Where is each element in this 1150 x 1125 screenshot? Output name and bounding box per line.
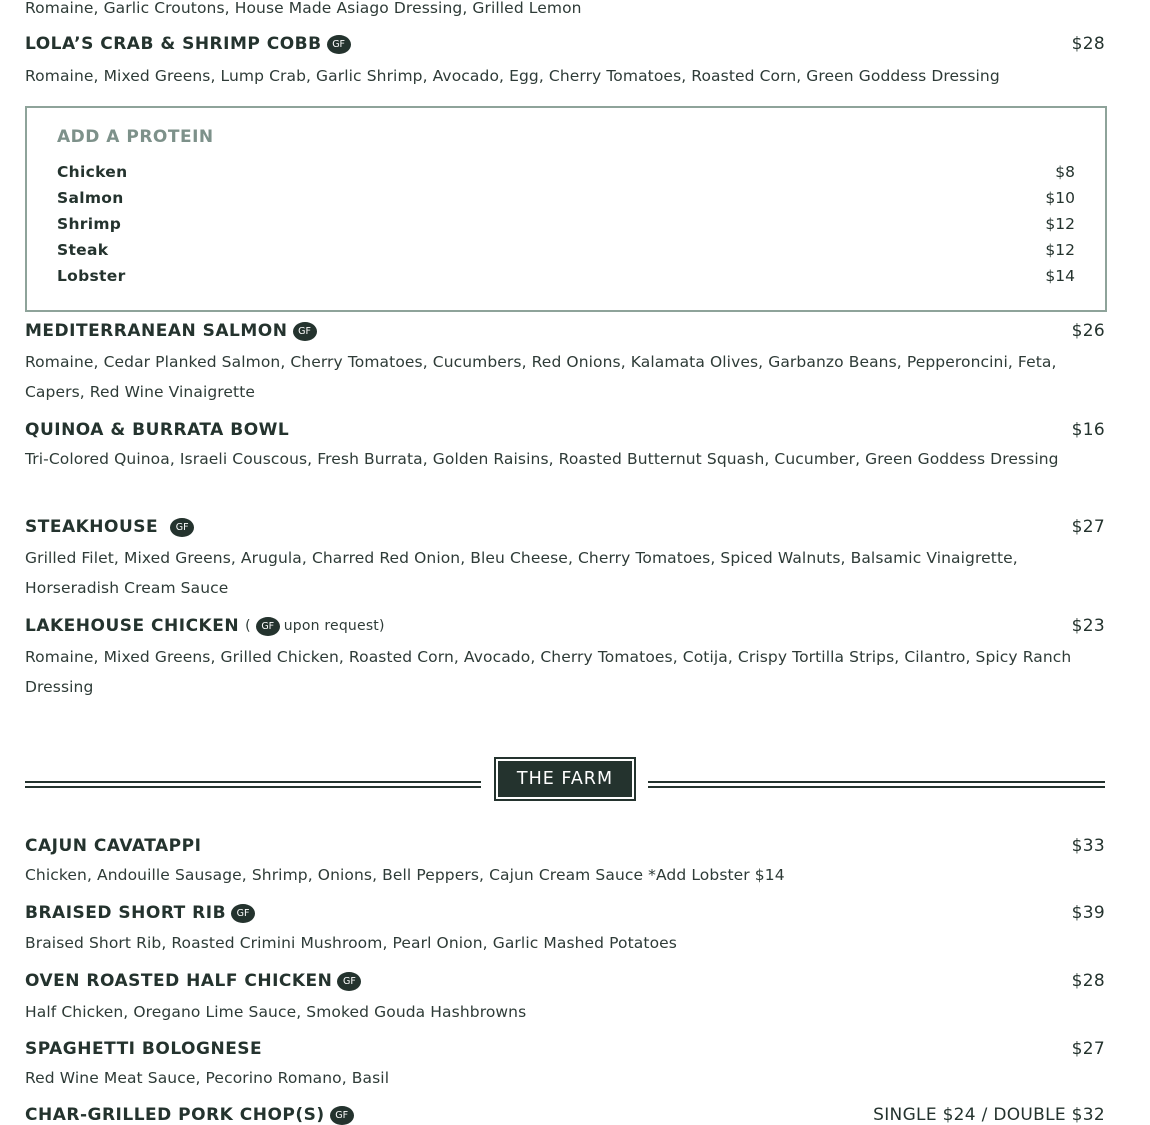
protein-price: $14 (1045, 267, 1075, 285)
item-price: $39 (1071, 903, 1105, 923)
protein-name: Chicken (57, 163, 128, 181)
item-name: OVEN ROASTED HALF CHICKEN (25, 971, 333, 991)
item-price: $23 (1071, 616, 1105, 636)
item-description: Romaine, Mixed Greens, Lump Crab, Garlic Shrimp, Avocado, Egg, Cherry Tomatoes, Roasted Corn, Green Goddess Dressing (25, 67, 1000, 85)
item-price: $26 (1071, 321, 1105, 341)
menu-item-header (25, 1039, 1105, 1059)
menu-item-header (25, 616, 1105, 636)
item-price: $28 (1071, 34, 1105, 54)
add-protein-title: ADD A PROTEIN (57, 127, 214, 147)
gf-note: ( GF upon request) (245, 618, 385, 634)
protein-row (57, 163, 1075, 181)
item-name: LOLA’S CRAB & SHRIMP COBB (25, 34, 322, 54)
divider-line-right (648, 781, 1105, 788)
protein-price: $12 (1045, 241, 1075, 259)
protein-name: Shrimp (57, 215, 122, 233)
item-price: $27 (1071, 517, 1105, 537)
protein-price: $8 (1055, 163, 1075, 181)
protein-row (57, 215, 1075, 233)
menu-item-header (25, 420, 1105, 440)
section-title: THE FARM (498, 761, 632, 797)
section-heading (494, 757, 636, 801)
item-description: Half Chicken, Oregano Lime Sauce, Smoked Gouda Hashbrowns (25, 1003, 527, 1021)
protein-name: Lobster (57, 267, 126, 285)
gluten-free-icon: GF (231, 904, 255, 923)
gluten-free-icon: GF (293, 322, 317, 341)
item-name: CAJUN CAVATAPPI (25, 836, 202, 856)
item-name: QUINOA & BURRATA BOWL (25, 420, 290, 440)
menu-item-header (25, 903, 1105, 923)
gluten-free-icon: GF (337, 972, 361, 991)
item-price: $28 (1071, 971, 1105, 991)
menu-item-header (25, 1105, 1105, 1125)
item-price: $27 (1071, 1039, 1105, 1059)
gluten-free-icon: GF (330, 1106, 354, 1125)
item-name: MEDITERRANEAN SALMON (25, 321, 288, 341)
menu-item-header (25, 321, 1105, 341)
protein-price: $12 (1045, 215, 1075, 233)
item-description: Braised Short Rib, Roasted Crimini Mushroom, Pearl Onion, Garlic Mashed Potatoes (25, 934, 677, 952)
divider-line-left (25, 781, 481, 788)
item-description: Romaine, Garlic Croutons, House Made Asiago Dressing, Grilled Lemon (25, 0, 582, 17)
item-description: Chicken, Andouille Sausage, Shrimp, Onions, Bell Peppers, Cajun Cream Sauce *Add Lobster $14 (25, 866, 785, 884)
item-name: LAKEHOUSE CHICKEN (25, 616, 240, 636)
protein-name: Steak (57, 241, 109, 259)
item-description: Romaine, Mixed Greens, Grilled Chicken, Roasted Corn, Avocado, Cherry Tomatoes, Cotija, Crispy Tortilla Strips, Cilantro, Spicy Ranch Dressing (25, 648, 1072, 696)
item-price: $16 (1071, 420, 1105, 440)
item-name: BRAISED SHORT RIB (25, 903, 227, 923)
protein-name: Salmon (57, 189, 124, 207)
item-description: Red Wine Meat Sauce, Pecorino Romano, Basil (25, 1069, 390, 1087)
item-price: SINGLE $24 / DOUBLE $32 (873, 1105, 1105, 1125)
protein-price: $10 (1045, 189, 1075, 207)
item-name: STEAKHOUSE (25, 517, 159, 537)
protein-row (57, 241, 1075, 259)
gluten-free-icon: GF (170, 518, 194, 537)
add-protein-box (25, 106, 1107, 312)
item-price: $33 (1071, 836, 1105, 856)
item-name: SPAGHETTI BOLOGNESE (25, 1039, 263, 1059)
gluten-free-icon: GF (327, 35, 351, 54)
item-description: Tri-Colored Quinoa, Israeli Couscous, Fresh Burrata, Golden Raisins, Roasted Butternut Squash, Cucumber, Green Goddess Dressing (25, 450, 1059, 468)
protein-row (57, 267, 1075, 285)
item-description: Grilled Filet, Mixed Greens, Arugula, Charred Red Onion, Bleu Cheese, Cherry Tomatoes, Spiced Walnuts, Balsamic Vinaigrette, Horseradish Cream Sauce (25, 549, 1018, 597)
item-name: CHAR-GRILLED PORK CHOP(S) (25, 1105, 325, 1125)
protein-row (57, 189, 1075, 207)
menu-item-header (25, 971, 1105, 991)
menu-item-header (25, 836, 1105, 856)
menu-item-header (25, 517, 1105, 537)
menu-item-header (25, 34, 1105, 54)
item-description: Romaine, Cedar Planked Salmon, Cherry Tomatoes, Cucumbers, Red Onions, Kalamata Olives, Garbanzo Beans, Pepperoncini, Feta, Capers, Red Wine Vinaigrette (25, 353, 1057, 401)
gluten-free-icon: GF (256, 617, 280, 636)
